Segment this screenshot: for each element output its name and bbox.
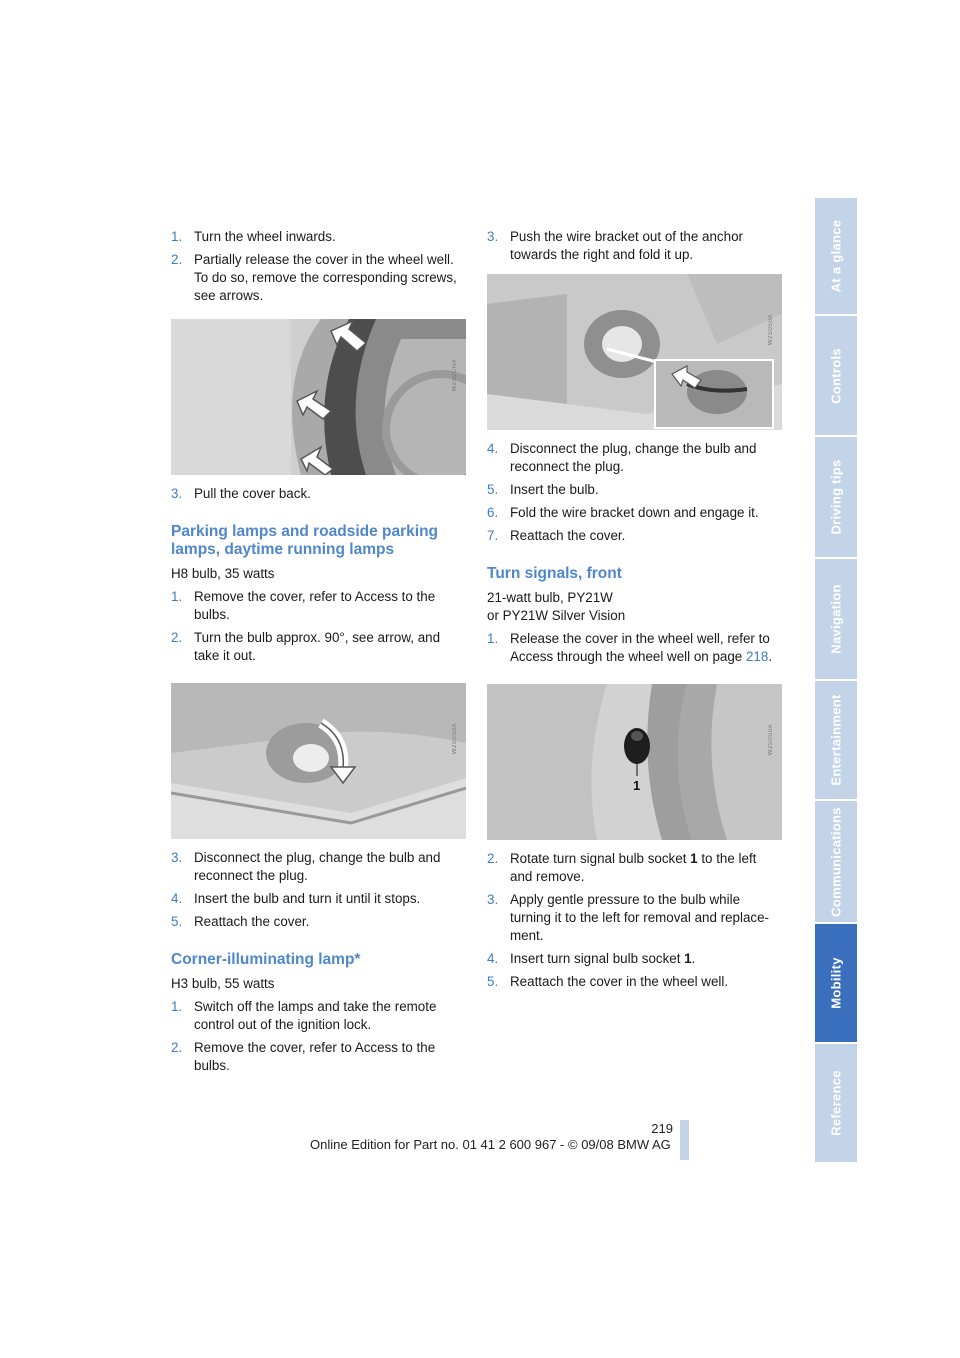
step-text — [510, 950, 782, 968]
tab-mobility[interactable] — [815, 924, 857, 1042]
step-item — [171, 228, 466, 246]
step-text: Insert the bulb. — [510, 482, 599, 497]
bulb-spec-alt: or PY21W Silver Vision — [487, 608, 626, 623]
figure-callout-label: 1 — [633, 778, 641, 793]
tab-label: Mobility — [828, 957, 844, 1009]
step-item — [487, 440, 782, 476]
step-number: 7. — [487, 528, 499, 543]
tab-label: Navigation — [828, 584, 844, 654]
step-text — [510, 630, 782, 666]
step-text-part: . — [691, 951, 696, 966]
step-text: Fold the wire bracket down and engage it. — [510, 505, 759, 520]
step-text: Switch off the lamps and take the remote control out of the ignition lock. — [194, 999, 437, 1032]
page-number-bar — [680, 1120, 689, 1160]
step-number: 4. — [171, 891, 183, 906]
step-number: 1. — [487, 631, 499, 646]
step-item — [487, 973, 782, 991]
tab-at-a-glance[interactable] — [815, 198, 857, 314]
step-item — [171, 251, 466, 305]
tab-label: Driving tips — [828, 459, 844, 535]
tab-label: Communications — [828, 806, 844, 917]
wire-bracket-image — [487, 274, 782, 430]
step-text-part: . — [768, 649, 773, 664]
tab-navigation[interactable] — [815, 559, 857, 679]
step-item — [487, 850, 782, 886]
step-text: Reattach the cover. — [510, 528, 626, 543]
step-number: 2. — [487, 851, 499, 866]
wheel-well-screws-image — [171, 319, 466, 475]
tab-label: Reference — [828, 1070, 844, 1136]
step-number: 1. — [171, 999, 183, 1014]
step-number: 3. — [487, 892, 499, 907]
tab-reference[interactable] — [815, 1044, 857, 1162]
tab-label: At a glance — [828, 219, 844, 293]
step-number: 1. — [171, 229, 183, 244]
tab-label: Entertainment — [828, 694, 844, 786]
step-number: 3. — [171, 850, 183, 865]
step-item — [171, 913, 466, 931]
bulb-spec: 21-watt bulb, PY21W — [487, 590, 613, 605]
tab-entertainment[interactable] — [815, 681, 857, 799]
step-text-part: to the left and remove. — [510, 851, 757, 884]
footer-edition: Online Edition for Part no. 01 41 2 600 967 - © 09/08 BMW AG — [310, 1137, 671, 1152]
section-heading-parking-lamps: Parking lamps and roadside parking lamps, daytime running lamps — [171, 523, 439, 558]
chapter-tab-sidebar — [815, 198, 857, 1164]
step-number: 2. — [171, 252, 183, 267]
right-column — [487, 228, 782, 996]
figure-code: W2S0S0A — [768, 724, 774, 756]
tab-controls[interactable] — [815, 316, 857, 435]
left-column — [171, 228, 466, 1080]
figure-code: W2S0S0A — [768, 314, 774, 346]
step-text — [510, 850, 782, 886]
step-item — [487, 630, 782, 666]
bulb-spec: H8 bulb, 35 watts — [171, 566, 275, 581]
step-number: 5. — [487, 974, 499, 989]
step-number: 6. — [487, 505, 499, 520]
step-text-part: Release the cover in the wheel well, refer to Access through the wheel well on page — [510, 631, 770, 664]
figure-code: W2S0S0A — [452, 723, 458, 755]
step-item — [487, 527, 782, 545]
step-text: Reattach the cover in the wheel well. — [510, 974, 729, 989]
step-text: Partially release the cover in the wheel well. To do so, remove the corresponding screws, see arrows. — [194, 252, 457, 303]
step-text: Turn the bulb approx. 90°, see arrow, and take it out. — [194, 630, 441, 663]
section-heading-turn-signals: Turn signals, front — [487, 565, 622, 582]
step-item — [487, 504, 782, 522]
step-item — [171, 588, 466, 624]
step-item — [171, 629, 466, 665]
step-number: 4. — [487, 951, 499, 966]
step-number: 1. — [171, 589, 183, 604]
step-number: 4. — [487, 441, 499, 456]
step-text-bold: 1 — [690, 851, 698, 866]
step-text: Insert the bulb and turn it until it stops. — [194, 891, 421, 906]
step-text: Turn the wheel inwards. — [194, 229, 336, 244]
step-text: Pull the cover back. — [194, 486, 311, 501]
step-text-bold: 1 — [684, 951, 692, 966]
tab-driving-tips[interactable] — [815, 437, 857, 557]
step-number: 2. — [171, 1040, 183, 1055]
step-number: 3. — [171, 486, 183, 501]
step-number: 5. — [487, 482, 499, 497]
step-text: Reattach the cover. — [194, 914, 310, 929]
step-number: 2. — [171, 630, 183, 645]
step-text: Disconnect the plug, change the bulb and reconnect the plug. — [194, 850, 441, 883]
step-text: Disconnect the plug, change the bulb and reconnect the plug. — [510, 441, 757, 474]
step-text-part: Rotate turn signal bulb socket — [510, 851, 691, 866]
step-number: 3. — [487, 229, 499, 244]
step-item — [487, 950, 782, 968]
page-link[interactable]: 218 — [745, 649, 769, 664]
step-text: Apply gentle pressure to the bulb while turning it to the left for removal and replace-ment. — [510, 892, 770, 943]
step-number: 5. — [171, 914, 183, 929]
step-item — [487, 891, 782, 945]
figure-code: W2S2CHA — [452, 359, 458, 392]
tab-communications[interactable] — [815, 801, 857, 922]
section-heading-corner-lamp: Corner-illuminating lamp* — [171, 951, 361, 968]
step-item — [171, 485, 466, 503]
step-item — [487, 481, 782, 499]
step-item — [171, 890, 466, 908]
step-text-part: Insert turn signal bulb socket — [510, 951, 685, 966]
tab-label: Controls — [828, 347, 844, 404]
parking-lamp-bulb-image — [171, 683, 466, 839]
step-text: Remove the cover, refer to Access to the bulbs. — [194, 1040, 436, 1073]
step-item — [171, 998, 466, 1034]
page-number: 219 — [651, 1121, 673, 1136]
step-item — [171, 849, 466, 885]
step-text: Remove the cover, refer to Access to the bulbs. — [194, 589, 436, 622]
step-item — [171, 1039, 466, 1075]
step-text: Push the wire bracket out of the anchor towards the right and fold it up. — [510, 229, 743, 262]
bulb-spec: H3 bulb, 55 watts — [171, 976, 275, 991]
turn-signal-socket-image — [487, 684, 782, 840]
step-item — [487, 228, 782, 264]
